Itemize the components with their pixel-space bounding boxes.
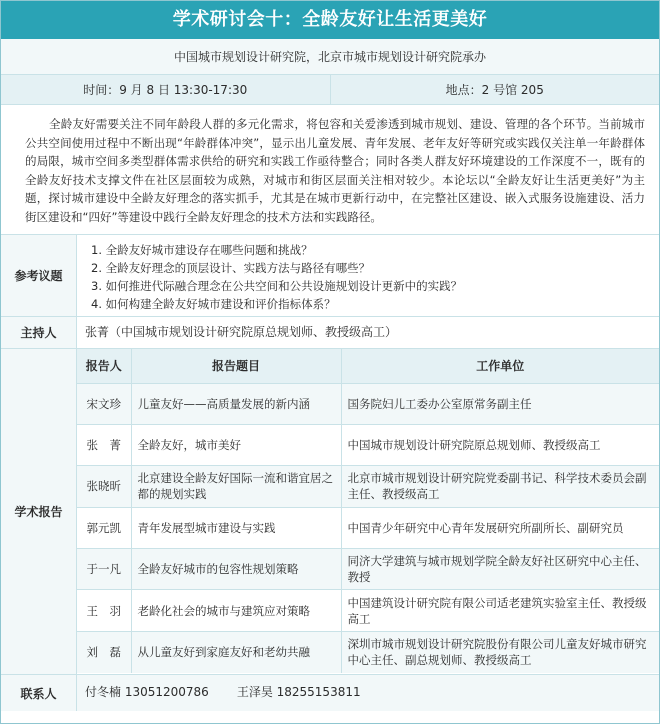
speaker-unit: 同济大学建筑与城市规划学院全龄友好社区研究中心主任、教授: [341, 549, 659, 590]
page-title: 学术研讨会十：全龄友好让生活更美好: [1, 1, 659, 39]
table-row: [77, 590, 659, 631]
speaker-unit: 深圳市城市规划设计研究院股份有限公司儿童友好城市研究中心主任、副总规划师、教授级高工: [341, 631, 659, 672]
contact-value: [77, 675, 659, 711]
topic-item: 3. 如何推进代际融合理念在公共空间和公共设施规划设计更新中的实践？: [91, 279, 463, 293]
speaker-name: 王 羽: [77, 590, 131, 631]
organizer-line: 中国城市规划设计研究院，北京市城市规划设计研究院承办: [1, 39, 659, 75]
topic-item: 1. 全龄友好城市建设存在哪些问题和挑战？: [91, 243, 313, 257]
speaker-name: 宋文珍: [77, 383, 131, 424]
column-header-unit: 工作单位: [341, 349, 659, 383]
column-header-topic: 报告题目: [131, 349, 341, 383]
report-topic: 老龄化社会的城市与建筑应对策略: [131, 590, 341, 631]
speaker-unit: 中国城市规划设计研究院原总规划师、教授级高工: [341, 424, 659, 465]
speaker-name: 于一凡: [77, 549, 131, 590]
host-label: 主持人: [1, 317, 77, 348]
report-topic: 北京建设全龄友好国际一流和谐宜居之都的规划实践: [131, 466, 341, 507]
topics-section: [1, 235, 659, 317]
speaker-name: 郭元凯: [77, 507, 131, 548]
time-place-row: [1, 75, 659, 105]
event-place: 地点：2 号馆 205: [445, 83, 544, 97]
table-row: [77, 549, 659, 590]
report-topic: 儿童友好——高质量发展的新内涵: [131, 383, 341, 424]
table-row: [77, 466, 659, 507]
contact-person-1: 付冬楠 13051200786: [85, 685, 209, 699]
host-section: [1, 317, 659, 349]
topic-item: 2. 全龄友好理念的顶层设计、实践方法与路径有哪些？: [91, 261, 371, 275]
speaker-unit: 中国建筑设计研究院有限公司适老建筑实验室主任、教授级高工: [341, 590, 659, 631]
table-row: [77, 631, 659, 672]
report-topic: 全龄友好，城市美好: [131, 424, 341, 465]
reports-table: [77, 349, 659, 673]
contact-section: [1, 675, 659, 711]
reports-section: [1, 349, 659, 675]
contact-label: 联系人: [1, 675, 77, 711]
report-topic: 全龄友好城市的包容性规划策略: [131, 549, 341, 590]
report-topic: 青年发展型城市建设与实践: [131, 507, 341, 548]
host-value: 张菁（中国城市规划设计研究院原总规划师、教授级高工）: [85, 325, 398, 339]
speaker-unit: 中国青少年研究中心青年发展研究所副所长、副研究员: [341, 507, 659, 548]
column-header-speaker: 报告人: [77, 349, 131, 383]
speaker-name: 张晓昕: [77, 466, 131, 507]
topics-label: 参考议题: [1, 235, 77, 316]
table-row: [77, 507, 659, 548]
topic-item: 4. 如何构建全龄友好城市建设和评价指标体系？: [91, 297, 336, 311]
speaker-unit: 国务院妇儿工委办公室原常务副主任: [341, 383, 659, 424]
reports-label: 学术报告: [1, 349, 77, 674]
speaker-name: 刘 磊: [77, 631, 131, 672]
speaker-unit: 北京市城市规划设计研究院党委副书记、科学技术委员会副主任、教授级高工: [341, 466, 659, 507]
intro-paragraph: 全龄友好需要关注不同年龄段人群的多元化需求，将包容和关爱渗透到城市规划、建设、管理的各个环节。当前城市公共空间使用过程中不断出现“年龄群体冲突”，显示出儿童发展、青年发展、老年友好等研究或实践仅关注单一年龄群体的局限，城市空间多类型群体需求供给的研究和实践工作亟待整合；同时各类人群友好环境建设的工作深度不一，既有的全龄友好技术支撑文件在社区层面较为成熟，对城市和街区层面关注相对较少。本论坛以“全龄友好让生活更美好”为主题，探讨城市建设中全龄友好理念的落实抓手，尤其是在城市更新行动中，在完整社区建设、嵌入式服务设施建设、活力街区建设和“四好”等建设中践行全龄友好理念的技术方法和实践路径。: [1, 105, 659, 235]
contact-person-2: 王泽昊 18255153811: [236, 685, 361, 699]
report-topic: 从儿童友好到家庭友好和老幼共融: [131, 631, 341, 672]
event-time: 时间：9 月 8 日 13:30-17:30: [1, 75, 331, 104]
table-row: [77, 383, 659, 424]
speaker-name: 张 菁: [77, 424, 131, 465]
table-row: [77, 424, 659, 465]
topics-list: [77, 235, 659, 313]
